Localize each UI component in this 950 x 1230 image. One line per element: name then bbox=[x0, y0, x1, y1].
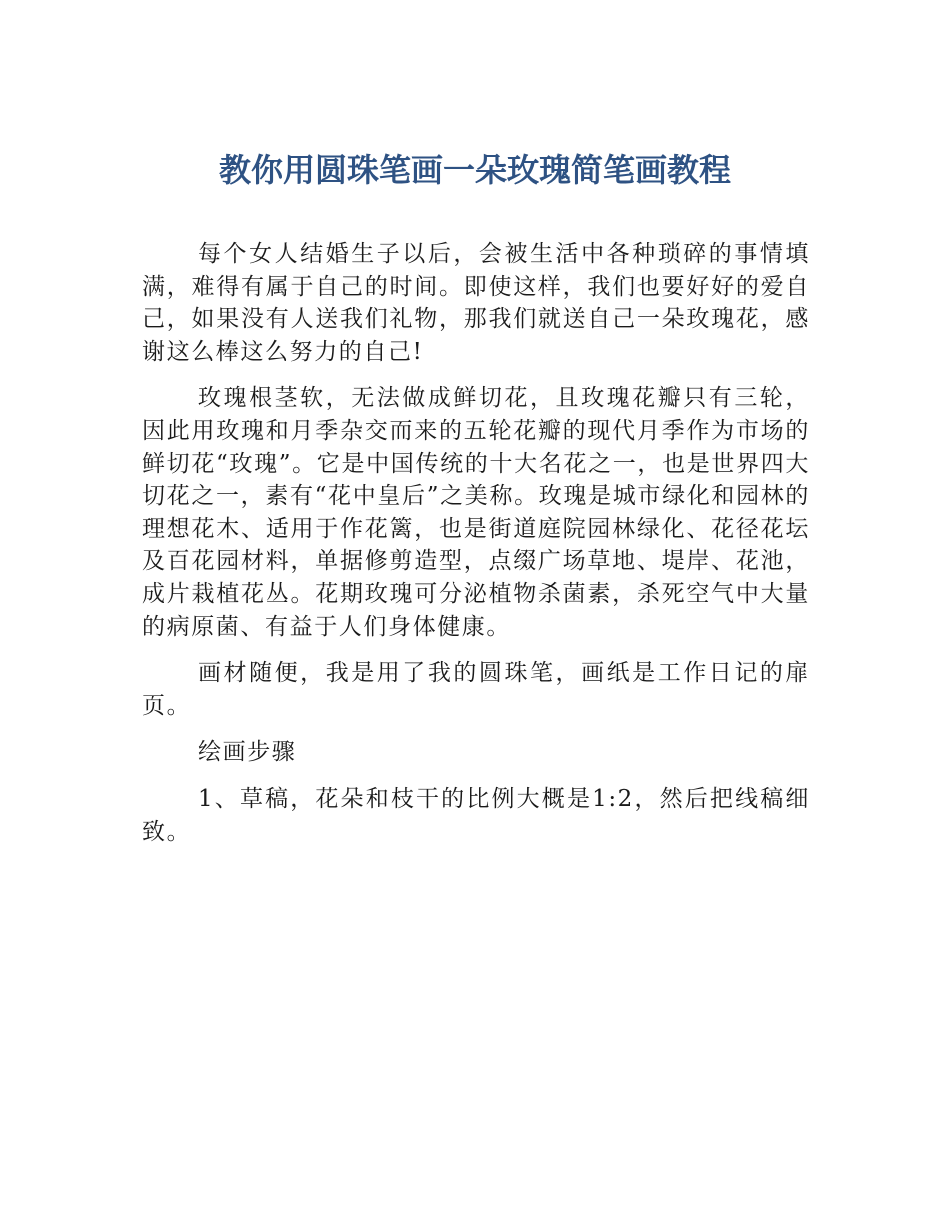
paragraph-steps-heading: 绘画步骤 bbox=[198, 739, 297, 766]
paragraph-rose-description: 玫瑰根茎软，无法做成鲜切花，且玫瑰花瓣只有三轮，因此用玫瑰和月季杂交而来的五轮花瓣的现代月季作为市场的鲜切花“玫瑰”。它是中国传统的十大名花之一，也是世界四大切花之一，素有“花中皇后”之美称。玫瑰是城市绿化和园林的理想花木、适用于作花篱，也是街道庭院园林绿化、花径花坛及百花园材料，单据修剪造型，点缀广场草地、堤岸、花池，成片栽植花丛。花期玫瑰可分泌植物杀菌素，杀死空气中大量的病原菌、有益于人们身体健康。 bbox=[142, 385, 810, 640]
paragraph-step-1: 1、草稿，花朵和枝干的比例大概是1:2，然后把线稿细致。 bbox=[142, 785, 810, 845]
document-body bbox=[142, 238, 810, 862]
document-title: 教你用圆珠笔画一朵玫瑰简笔画教程 bbox=[218, 151, 731, 189]
paragraph-intro: 每个女人结婚生子以后，会被生活中各种琐碎的事情填满，难得有属于自己的时间。即使这样，我们也要好好的爱自己，如果没有人送我们礼物，那我们就送自己一朵玫瑰花，感谢这么棒这么努力的自己! bbox=[142, 241, 810, 365]
paragraph-materials: 画材随便，我是用了我的圆珠笔，画纸是工作日记的扉页。 bbox=[142, 660, 810, 719]
